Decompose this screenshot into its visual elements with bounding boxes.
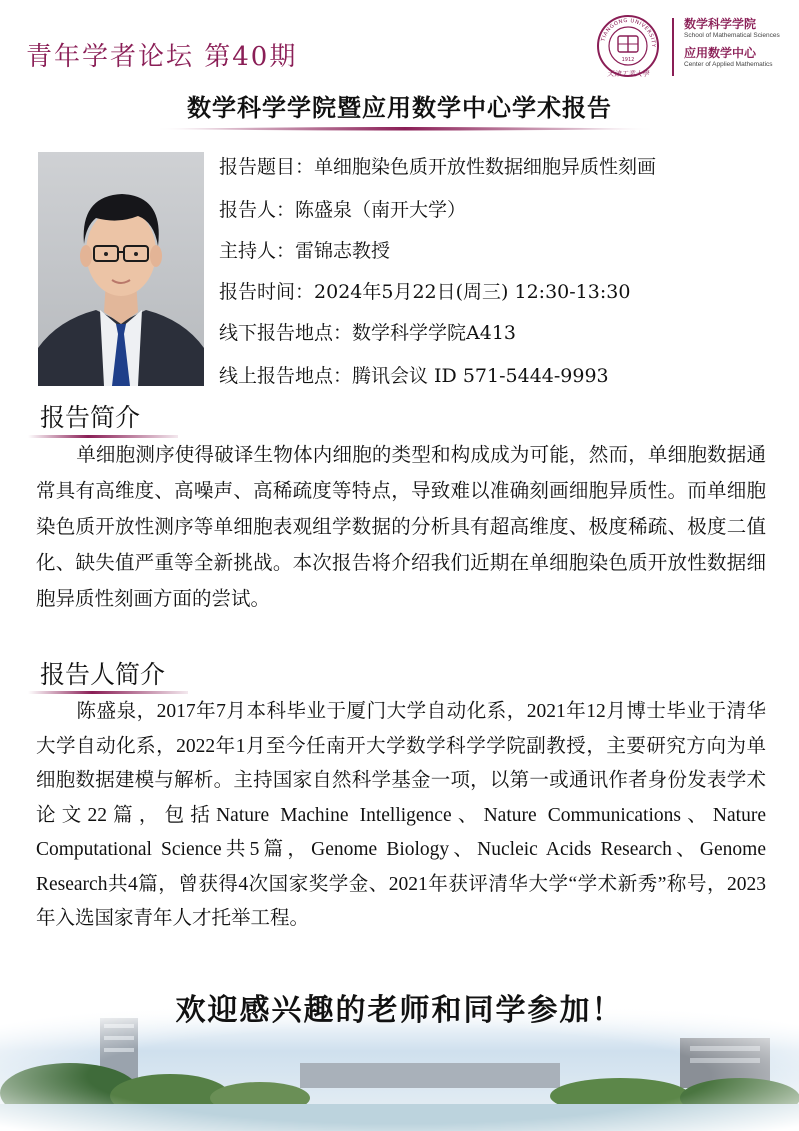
center-name-en: Center of Applied Mathematics xyxy=(684,60,773,68)
bio-text: 陈盛泉，2017年7月本科毕业于厦门大学自动化系，2021年12月博士毕业于清华大学自动化系，2022年1月至今任南开大学数学科学学院副教授，主要研究方向为单细胞数据建模与解析。主持国家自然科学基金一项，以第一或通讯作者身份发表学术论文22篇，包括Nature Machine Intelligence、Nature Communications、Nature Computational Science共5篇，Genome Biology、Nucleic Acids Research、Genome Research共4篇，曾获得4次国家奖学金、2021年获评清华大学“学术新秀”称号，2023年入选国家青年人才托举工程。 xyxy=(36,701,766,929)
bio-heading: 报告人简介 xyxy=(40,660,166,689)
info-speaker xyxy=(219,195,466,222)
seal-year: 1912 xyxy=(621,57,635,63)
center-name-cn: 应用数学中心 xyxy=(684,45,757,60)
university-seal-logo xyxy=(596,14,660,78)
speaker-photo xyxy=(38,152,204,386)
speaker-value: 陈盛泉（南开大学） xyxy=(295,199,467,221)
host-label: 主持人： xyxy=(219,240,296,262)
time-value: 2024年5月22日(周三) 12:30-13:30 xyxy=(314,281,631,303)
seal-ring-text: TIANGONG UNIVERSITY xyxy=(600,17,657,48)
abstract-heading: 报告简介 xyxy=(40,403,141,432)
abstract-paragraph xyxy=(36,438,766,618)
time-label: 报告时间： xyxy=(219,281,315,303)
info-host xyxy=(219,236,390,263)
offline-label: 线下报告地点： xyxy=(219,322,353,344)
info-time xyxy=(219,277,630,304)
info-offline-location xyxy=(219,318,516,345)
title-value: 单细胞染色质开放性数据细胞异质性刻画 xyxy=(314,156,657,178)
logo-divider xyxy=(672,18,674,76)
online-value: 腾讯会议 ID 571-5444-9993 xyxy=(352,365,609,387)
online-label: 线上报告地点： xyxy=(219,365,353,387)
school-name-block xyxy=(684,18,780,75)
school-name-en: School of Mathematical Sciences xyxy=(684,32,780,39)
bio-paragraph xyxy=(36,695,766,937)
report-heading: 数学科学学院暨应用数学中心学术报告 xyxy=(187,94,612,122)
forum-title: 青年学者论坛 第40期 xyxy=(26,42,298,72)
heading-underline xyxy=(155,126,655,132)
welcome-message: 欢迎感兴趣的老师和同学参加！ xyxy=(175,993,624,1028)
info-online-location xyxy=(219,361,609,388)
offline-value: 数学科学学院A413 xyxy=(352,322,517,344)
host-value: 雷锦志教授 xyxy=(295,240,391,262)
speaker-label: 报告人： xyxy=(219,199,296,221)
school-name-cn: 数学科学学院 xyxy=(684,17,757,31)
info-title xyxy=(219,152,656,179)
abstract-text: 单细胞测序使得破译生物体内细胞的类型和构成成为可能，然而，单细胞数据通常具有高维度、高噪声、高稀疏度等特点，导致难以准确刻画细胞异质性。而单细胞染色质开放性测序等单细胞表观组学数据的分析具有超高维度、极度稀疏、极度二值化、缺失值严重等全新挑战。本次报告将介绍我们近期在单细胞染色质开放性数据细胞异质性刻画方面的尝试。 xyxy=(36,445,766,610)
title-label: 报告题目： xyxy=(219,156,315,178)
seal-script: 天津工業大學 xyxy=(607,70,649,78)
